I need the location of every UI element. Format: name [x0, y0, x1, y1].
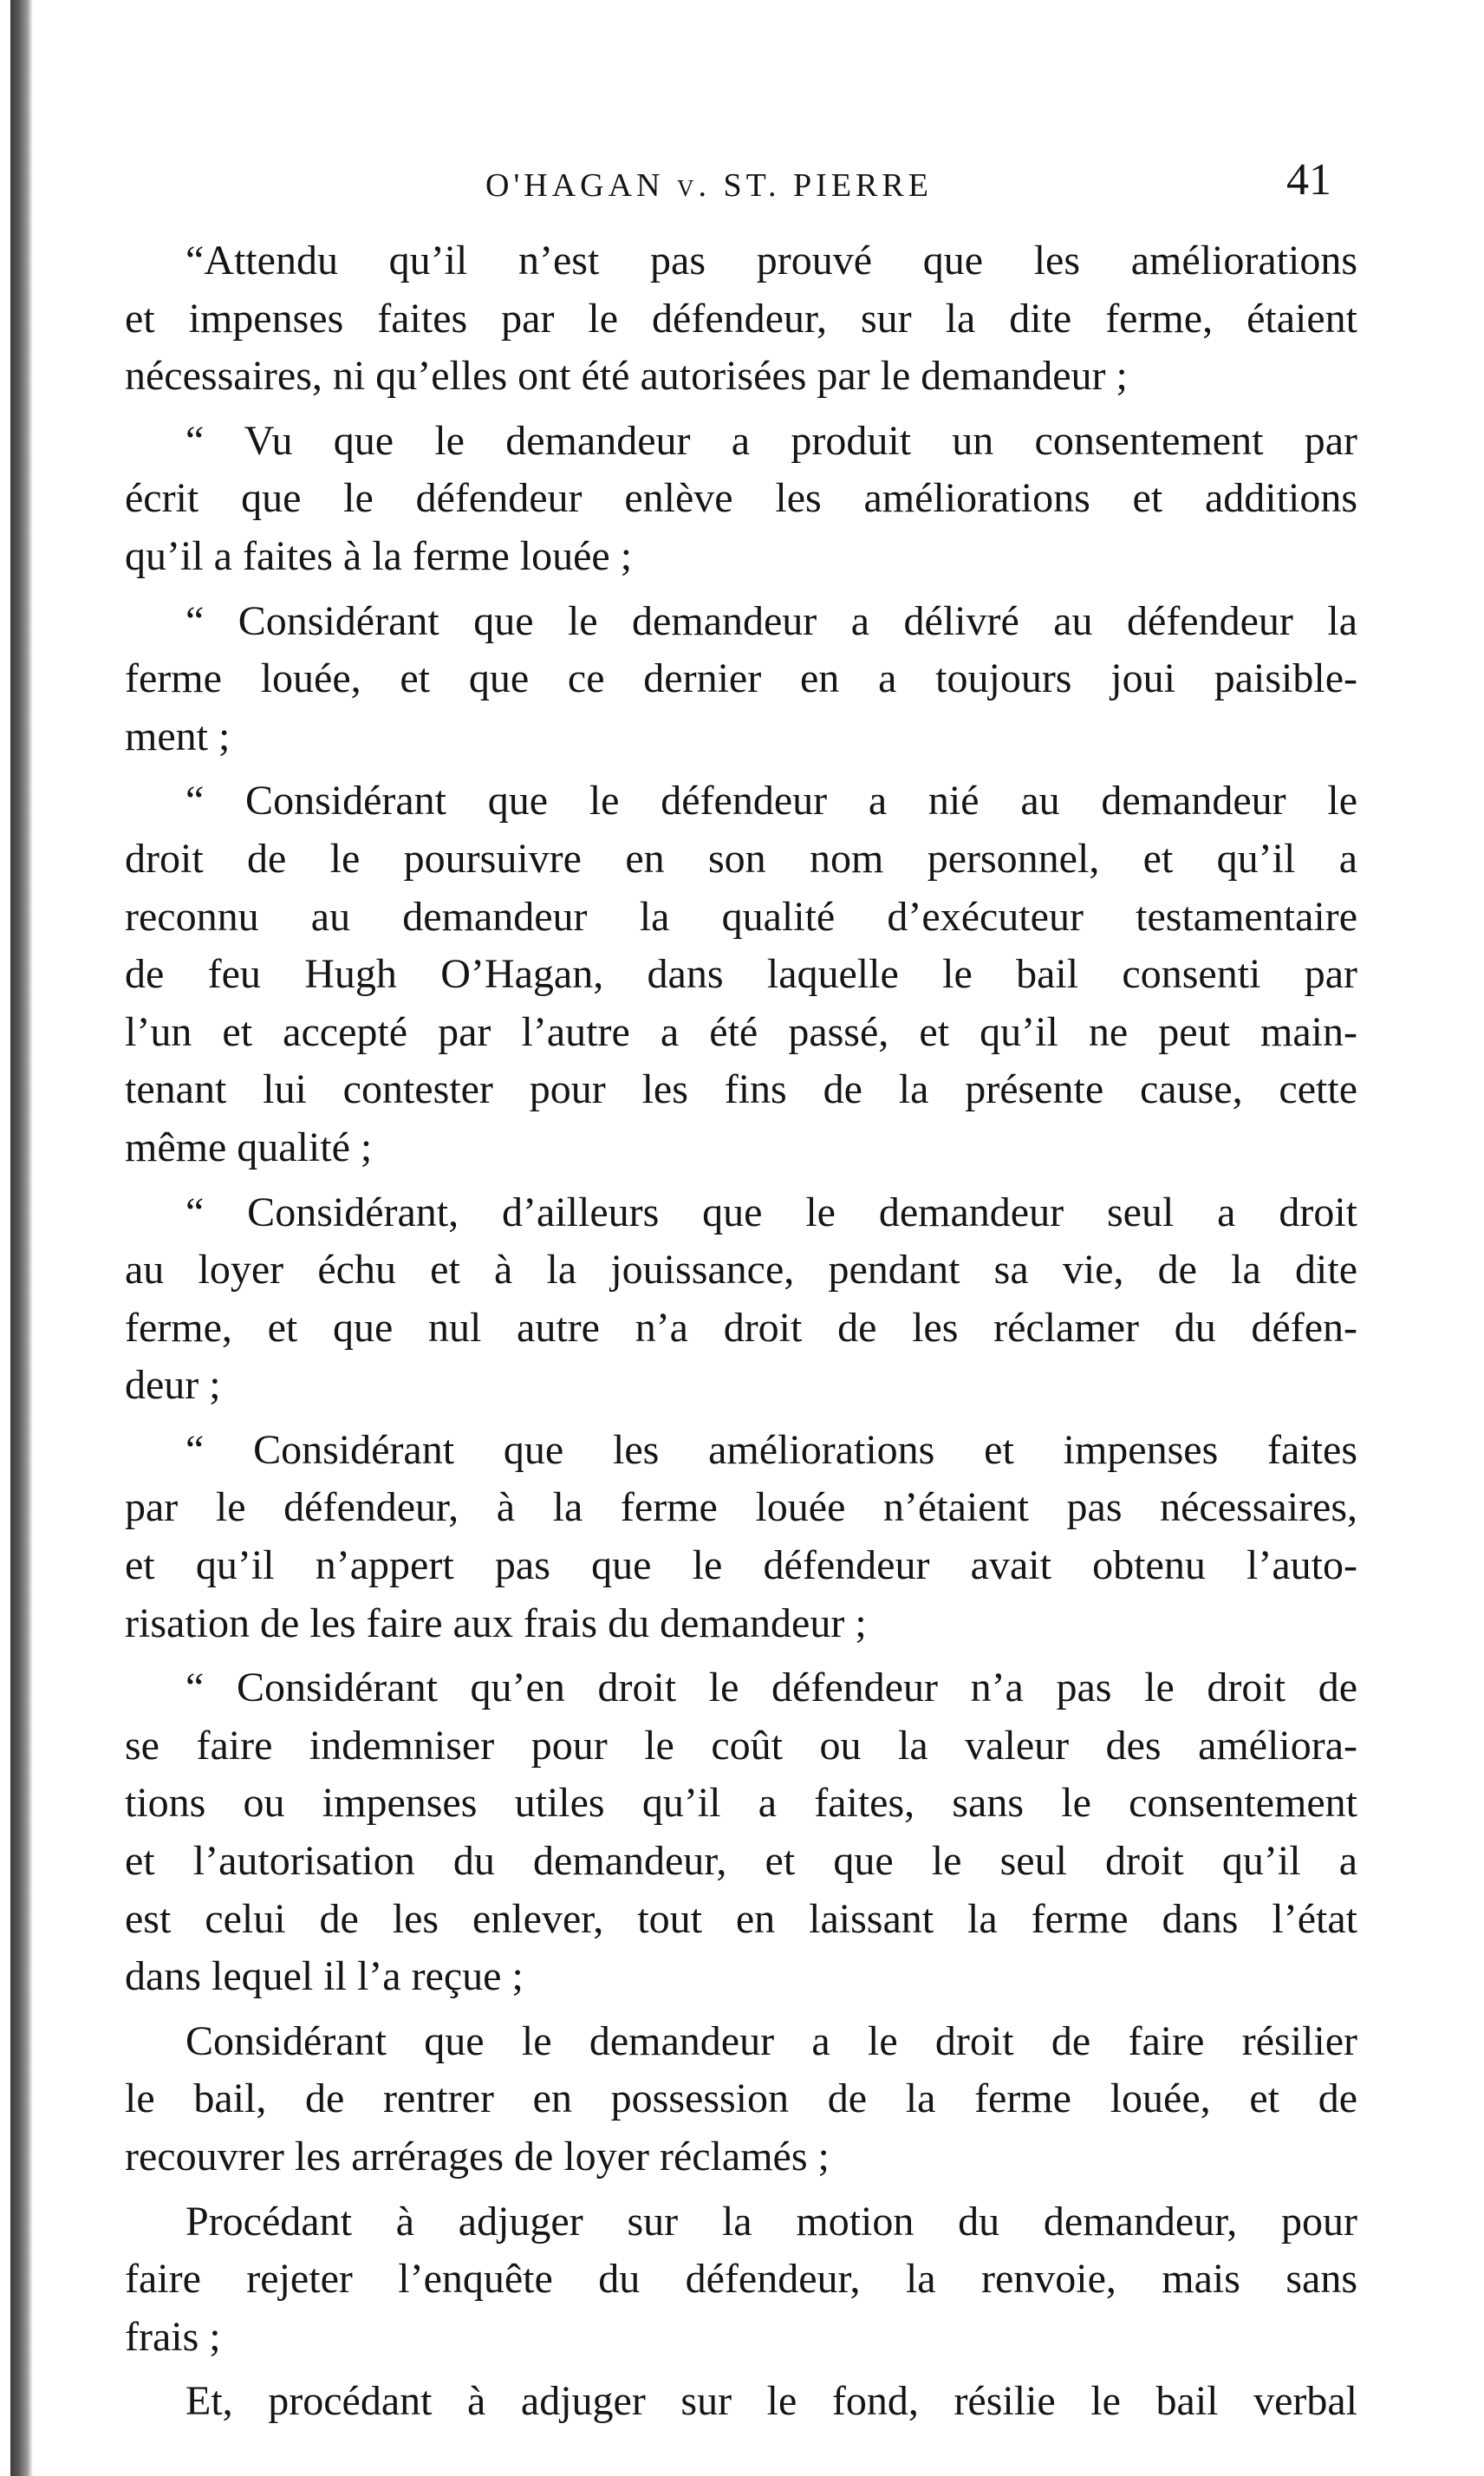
- text-line: au loyer échu et à la jouissance, pendant sa vie, de la dite: [125, 1247, 1357, 1293]
- text-line: ment ;: [125, 713, 231, 759]
- running-head: O'HAGAN v. ST. PIERRE: [485, 167, 933, 204]
- text-line: “ Considérant que le demandeur a délivré au défendeur la: [186, 597, 1357, 644]
- text-line: et impenses faites par le défendeur, sur la dite ferme, étaient: [125, 295, 1357, 342]
- text-line: Procédant à adjuger sur la motion du demandeur, pour: [186, 2198, 1357, 2245]
- text-line: est celui de les enlever, tout en laissant la ferme dans l’état: [125, 1895, 1357, 1942]
- text-line: par le défendeur, à la ferme louée n’étaient pas nécessaires,: [125, 1484, 1357, 1531]
- text-line: deur ;: [125, 1362, 221, 1409]
- text-line: qu’il a faites à la ferme louée ;: [125, 532, 633, 579]
- text-line: Considérant que le demandeur a le droit de faire résilier: [186, 2017, 1357, 2064]
- text-line: recouvrer les arrérages de loyer réclamés ;: [125, 2134, 830, 2180]
- text-line: “ Considérant que les améliorations et impenses faites: [186, 1426, 1357, 1473]
- text-line: risation de les faire aux frais du demandeur ;: [125, 1600, 867, 1646]
- text-line: nécessaires, ni qu’elles ont été autorisées par le demandeur ;: [125, 353, 1128, 400]
- text-line: l’un et accepté par l’autre a été passé, et qu’il ne peut main-: [125, 1008, 1357, 1055]
- text-line: “ Considérant qu’en droit le défendeur n’a pas le droit de: [186, 1665, 1357, 1711]
- text-line: tenant lui contester pour les fins de la présente cause, cette: [125, 1066, 1357, 1113]
- text-line: “Attendu qu’il n’est pas prouvé que les améliorations: [186, 238, 1357, 283]
- text-line: écrit que le défendeur enlève les améliorations et additions: [125, 475, 1357, 522]
- text-line: et qu’il n’appert pas que le défendeur avait obtenu l’auto-: [125, 1542, 1357, 1589]
- page-number: 41: [1286, 155, 1331, 205]
- text-line: “ Considérant, d’ailleurs que le demandeur seul a droit: [186, 1189, 1357, 1235]
- text-line: ferme, et que nul autre n’a droit de les réclamer du défen-: [125, 1304, 1357, 1351]
- body-text: [125, 232, 1357, 2431]
- text-line: de feu Hugh O’Hagan, dans laquelle le bail consenti par: [125, 951, 1357, 998]
- text-line: tions ou impenses utiles qu’il a faites, sans le consentement: [125, 1780, 1357, 1827]
- text-line: même qualité ;: [125, 1124, 373, 1170]
- text-line: le bail, de rentrer en possession de la ferme louée, et de: [125, 2075, 1357, 2122]
- text-line: faire rejeter l’enquête du défendeur, la renvoie, mais sans: [125, 2256, 1357, 2303]
- text-line: dans lequel il l’a reçue ;: [125, 1953, 524, 2000]
- text-line: et l’autorisation du demandeur, et que le seul droit qu’il a: [125, 1838, 1357, 1885]
- text-line: “ Vu que le demandeur a produit un consentement par: [186, 417, 1357, 464]
- page-binding-edge: [10, 0, 33, 2476]
- text-line: ferme louée, et que ce dernier en a toujours joui paisible-: [125, 655, 1357, 702]
- text-line: reconnu au demandeur la qualité d’exécuteur testamentaire: [125, 893, 1357, 940]
- text-line: frais ;: [125, 2313, 221, 2360]
- text-line: Et, procédant à adjuger sur le fond, résilie le bail verbal: [186, 2378, 1357, 2425]
- text-line: “ Considérant que le défendeur a nié au demandeur le: [186, 778, 1357, 824]
- text-line: se faire indemniser pour le coût ou la valeur des améliora-: [125, 1722, 1357, 1769]
- text-line: droit de le poursuivre en son nom personnel, et qu’il a: [125, 835, 1357, 882]
